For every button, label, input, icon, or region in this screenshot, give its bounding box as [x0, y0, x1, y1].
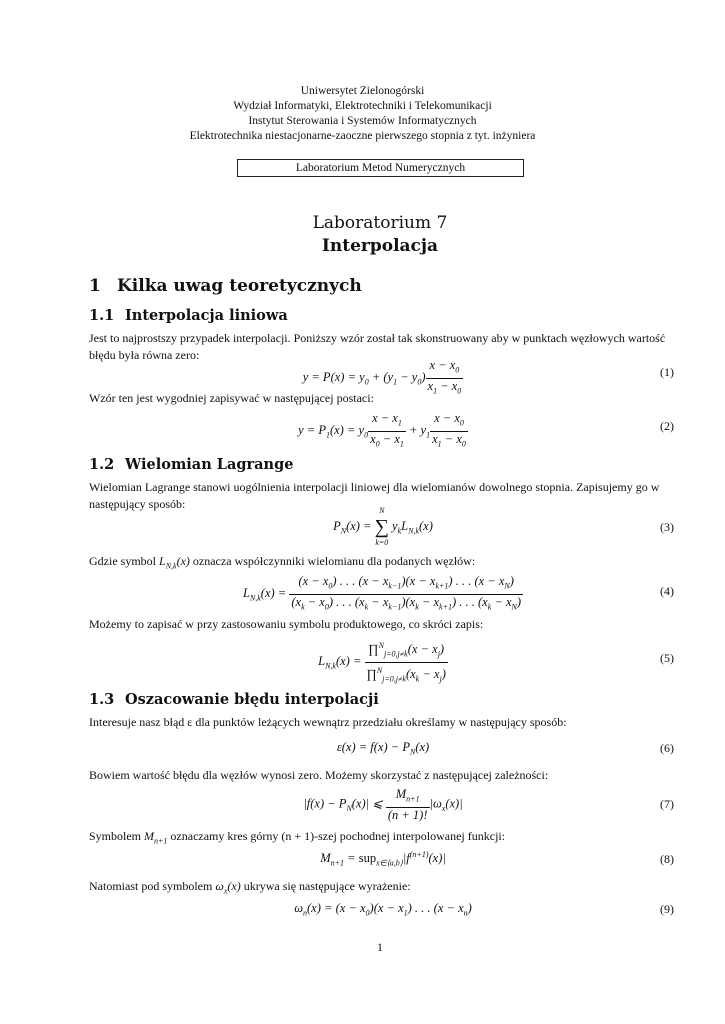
subsection-number: 1.2	[89, 456, 115, 473]
university-name: Uniwersytet Zielonogórski	[300, 85, 425, 97]
equation-1: $y = P(x) = y_0 + (y_1 - y_0)$ $\frac{x - x_0}{x_1 - x_0}$	[302, 358, 462, 395]
equation-number: (2)	[660, 419, 674, 433]
section-heading-1	[89, 276, 362, 296]
lab-number: Laboratorium 7	[312, 213, 448, 233]
equation-2: $y = P_1(x) = y_0$ $\frac{x - x_1}{x_0 - x_1}$ + $y_1$ $\frac{x - x_0}{x_1 - x_0}$	[298, 411, 466, 448]
text-part: Natomiast pod symbolem	[89, 879, 216, 893]
paragraph-error-bound: Bowiem wartość błędu dla węzłów wynosi zero. Możemy skorzystać z następującej zależności:	[89, 768, 549, 782]
subsection-number: 1.1	[89, 307, 115, 324]
text-part: oznaczamy kres górny (n + 1)-szej pochodnej interpolowanej funkcji:	[167, 829, 506, 843]
subsection-title: Oszacowanie błędu interpolacji	[125, 691, 379, 708]
equation-6: $\varepsilon(x) = f(x) - P_N(x)$	[336, 740, 430, 757]
faculty-name: Wydział Informatyki, Elektrotechniki i Telekomunikacji	[233, 100, 492, 112]
equation-8: $M_{n+1} = sup_{x\in⟨a,b⟩}|f^{(n+1)}(x)|$	[320, 850, 446, 868]
paragraph-product-notation: Możemy to zapisać w przy zastosowaniu symbolu produktowego, co skróci zapis:	[89, 617, 484, 631]
paragraph-linear-intro: Jest to najprostszy przypadek interpolacji. Poniższy wzór został tak skonstruowany aby w punktach węzłowych wartość błędu była równa zero:	[89, 331, 666, 362]
section-number: 1	[89, 276, 101, 296]
institute-name: Instytut Sterowania i Systemów Informatycznych	[248, 115, 477, 127]
paragraph-lagrange-intro: Wielomian Lagrange stanowi uogólnienia interpolacji liniowej dla wielomianów dowolnego stopnia. Zapisujemy go w następujący sposób:	[89, 480, 660, 511]
text-part: oznacza współczynniki wielomianu dla podanych węzłów:	[189, 554, 476, 568]
equation-9: $\omega_n(x) = (x - x_0)(x - x_1)$ . . . $(x - x_n)$	[294, 901, 472, 918]
subsection-title: Interpolacja liniowa	[125, 307, 288, 324]
equation-5: $L_{N,k}(x)$ = $\frac{\prod^N_{j=0,j\ne k}(x - x_j)}{\prod^N_{j=0,j\ne k}(x_k - x_j)}$	[89, 638, 677, 686]
study-program: Elektrotechnika niestacjonarne-zaoczne pierwszego stopnia z tyt. inżyniera	[189, 130, 536, 142]
paragraph-lagrange-coeffs: Gdzie symbol $L_{N,k}(x)$ oznacza współczynniki wielomianu dla podanych węzłów:	[89, 554, 476, 571]
text-part: Gdzie symbol	[89, 554, 159, 568]
paragraph-sup-symbol: Symbolem $M_{n+1}$ oznaczamy kres górny (n + 1)-szej pochodnej interpolowanej funkcji:	[89, 829, 506, 846]
subsection-heading-1-2	[89, 456, 293, 473]
page-number: 1	[377, 940, 383, 954]
equation-number: (3)	[660, 520, 674, 534]
equation-number: (8)	[660, 852, 674, 866]
text-part: ukrywa się następujące wyrażenie:	[240, 879, 411, 893]
equation-number: (9)	[660, 902, 674, 916]
equation-number: (6)	[660, 741, 674, 755]
lab-title: Interpolacja	[321, 236, 439, 256]
course-box: Laboratorium Metod Numerycznych	[237, 159, 524, 177]
paragraph-error-intro: Interesuje nasz błąd ε dla punktów leżących wewnątrz przedziału określamy w następujący sposób:	[89, 715, 567, 729]
paragraph-omega-symbol: Natomiast pod symbolem $\omega_x(x)$ ukrywa się następujące wyrażenie:	[89, 879, 411, 896]
equation-7: $|f(x) - P_N(x)|$ ⩽ $\frac{M_{n+1}}{(n + 1)!}$ $|\omega_x(x)|$	[303, 787, 463, 822]
text-part: Symbolem	[89, 829, 145, 843]
subsection-heading-1-1	[89, 307, 288, 324]
subsection-title: Wielomian Lagrange	[125, 456, 294, 473]
equation-3: $P_N(x)$ = N ∑ k=0 $y_kL_{N,k}(x)$	[333, 506, 433, 547]
equation-number: (5)	[660, 651, 674, 665]
equation-number: (7)	[660, 797, 674, 811]
equation-4: $L_{N,k}(x)$ = $\frac{(x - x_0) . . . (x - x_{k-1})(x - x_{k+1}) . . . (x - x_N)}{(x_k - x_0) . . . (x_k - x_{k-1})(x_k - x_{k+1}) . . . (x_k - x_N)}$	[242, 574, 522, 611]
subsection-heading-1-3	[89, 691, 379, 708]
equation-number: (4)	[660, 584, 674, 598]
subsection-number: 1.3	[89, 691, 115, 708]
section-title: Kilka uwag teoretycznych	[117, 276, 362, 296]
equation-number: (1)	[660, 365, 674, 379]
paragraph-linear-form: Wzór ten jest wygodniej zapisywać w następującej postaci:	[89, 391, 374, 405]
